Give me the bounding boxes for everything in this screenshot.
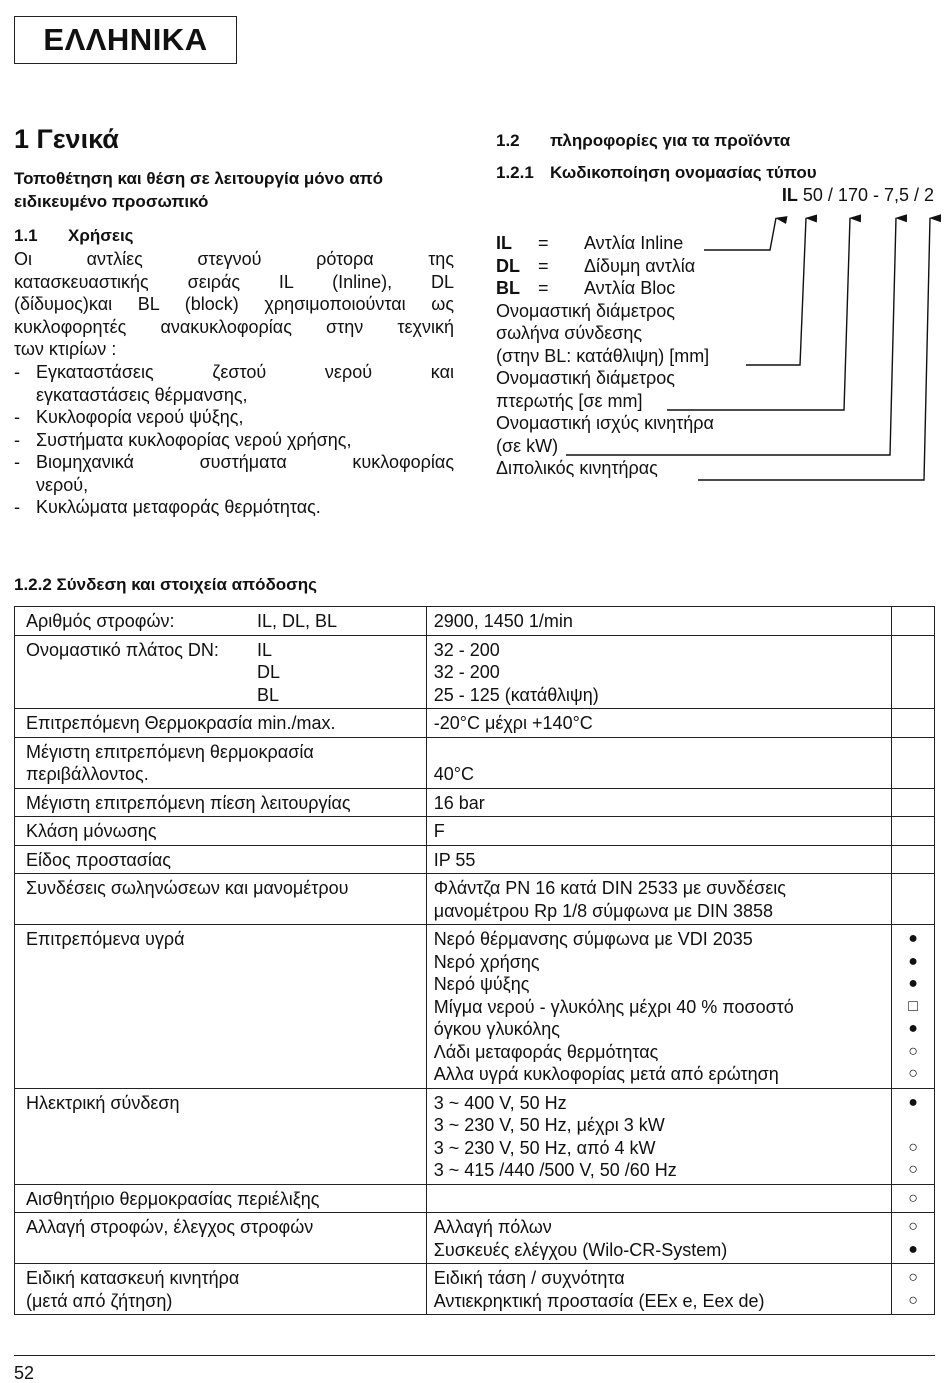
leader-poles <box>698 218 930 480</box>
list-item: - Βιομηχανικά συστήματα κυκλοφορίας νερού, <box>14 451 454 496</box>
spec-value: μανομέτρου Rp 1/8 σύμφωνα με DIN 3858 <box>433 900 774 921</box>
spec-value: όγκου γλυκόλης <box>433 1019 560 1039</box>
spec-symbol-cell <box>892 1264 935 1315</box>
spec-value: 25 - 125 (κατάθλιψη) <box>433 684 599 705</box>
open-square-icon: □ <box>908 997 918 1015</box>
open-circle-icon: ○ <box>908 1269 918 1286</box>
spec-symbol-cell <box>892 788 935 817</box>
section-1-2-heading: 1.2 πληροφορίες για τα προϊόντα <box>496 131 791 150</box>
section-1-2-2-heading: 1.2.2 Σύνδεση και στοιχεία απόδοσης <box>14 575 318 594</box>
symbol-blank <box>892 684 934 707</box>
open-circle-icon: ○ <box>908 1042 918 1060</box>
spec-label: Επιτρεπόμενα υγρά <box>26 929 185 949</box>
spec-symbol-cell <box>892 1088 935 1184</box>
legend-line: Διπολικός κινητήρας <box>496 458 658 478</box>
spec-value: Μίγμα νερού - γλυκόλης μέχρι 40 % ποσοστό <box>433 996 794 1017</box>
table-row <box>15 845 935 874</box>
spec-label: Μέγιστη επιτρεπόμενη θερμοκρασία <box>26 741 314 762</box>
symbol-blank <box>892 792 934 815</box>
filled-circle-icon: ● <box>908 975 918 992</box>
spec-value: 3 ~ 230 V, 50 Hz, μέχρι 3 kW <box>433 1115 665 1135</box>
spec-value: Φλάντζα PN 16 κατά DIN 2533 με συνδέσεις <box>433 878 786 898</box>
spec-label: Κλάση μόνωσης <box>26 821 157 841</box>
table-row <box>15 1184 935 1213</box>
spec-value-cell <box>426 1088 891 1184</box>
legend-line: σωλήνα σύνδεσης <box>496 323 643 343</box>
symbol-blank <box>892 1114 934 1137</box>
spec-value: Ειδική τάση / συχνότητα <box>433 1268 625 1288</box>
symbol-blank <box>892 849 934 872</box>
filled-circle-icon: ● <box>908 930 918 947</box>
table-row <box>15 737 935 788</box>
type-code: IL 50 / 170 - 7,5 / 2 <box>781 185 934 205</box>
spec-label-cell <box>15 874 427 925</box>
table-row <box>15 788 935 817</box>
spec-value: 3 ~ 400 V, 50 Hz <box>433 1092 567 1113</box>
spec-label-cell <box>15 817 427 846</box>
filled-circle-icon: ● <box>908 1093 918 1111</box>
spec-value: 16 bar <box>433 792 485 813</box>
spec-value-cell <box>426 874 891 925</box>
spec-label-cell <box>15 1184 427 1213</box>
spec-label: Μέγιστη επιτρεπόμενη πίεση λειτουργίας <box>26 792 351 813</box>
spec-value: Νερό θέρμανσης σύμφωνα με VDI 2035 <box>433 929 753 949</box>
spec-label-cell <box>15 1088 427 1184</box>
list-item: - Κυκλώματα μεταφοράς θερμότητας. <box>14 496 454 519</box>
section-1-subtitle: Τοποθέτηση και θέση σε λειτουργία μόνο από ειδικευμένο προσωπικό <box>14 169 384 211</box>
spec-label-cell <box>15 635 427 709</box>
open-circle-icon: ○ <box>908 1161 918 1178</box>
spec-label-variant: BL <box>257 684 280 705</box>
table-row <box>15 607 935 636</box>
symbol-blank <box>892 877 934 900</box>
spec-symbol-cell <box>892 845 935 874</box>
spec-label-cell <box>15 709 427 738</box>
spec-value <box>434 1188 881 1211</box>
table-row <box>15 635 935 709</box>
spec-label: Αριθμός στροφών: <box>26 611 175 631</box>
spec-symbol-cell <box>892 817 935 846</box>
spec-value: 3 ~ 230 V, 50 Hz, από 4 kW <box>433 1137 656 1158</box>
spec-value: 32 - 200 <box>433 662 500 682</box>
spec-value <box>434 741 881 764</box>
section-1-title: 1 Γενικά <box>14 124 119 154</box>
spec-symbol-cell <box>892 1213 935 1264</box>
uses-list <box>14 361 454 519</box>
filled-circle-icon: ● <box>908 1020 918 1037</box>
spec-value: Αλλαγή πόλων <box>433 1217 552 1237</box>
spec-value: Λάδι μεταφοράς θερμότητας <box>433 1041 659 1062</box>
spec-value: Συσκευές ελέγχου (Wilo-CR-System) <box>433 1239 728 1260</box>
spec-value: 32 - 200 <box>433 639 500 660</box>
spec-value: Νερό χρήσης <box>433 951 540 972</box>
table-row <box>15 817 935 846</box>
spec-label-variant: IL, DL, BL <box>257 611 338 631</box>
spec-value: Αλλα υγρά κυκλοφορίας μετά από ερώτηση <box>433 1064 779 1084</box>
page-number: 52 <box>14 1363 35 1383</box>
spec-value: 2900, 1450 1/min <box>433 611 573 631</box>
list-item: - Συστήματα κυκλοφορίας νερού χρήσης, <box>14 429 454 452</box>
spec-symbol-cell <box>892 709 935 738</box>
spec-value-cell <box>426 788 891 817</box>
table-row <box>15 1264 935 1315</box>
open-circle-icon: ○ <box>908 1218 918 1235</box>
legend-il: IL = Αντλία Inline <box>496 233 684 253</box>
spec-value: 3 ~ 415 /440 /500 V, 50 /60 Hz <box>433 1160 677 1180</box>
open-circle-icon: ○ <box>908 1189 918 1207</box>
spec-symbol-cell <box>892 635 935 709</box>
open-circle-icon: ○ <box>908 1138 918 1156</box>
list-item: - Εγκαταστάσεις ζεστού νερού και εγκαταστάσεις θέρμανσης, <box>14 361 454 406</box>
spec-label: (μετά από ζήτηση) <box>26 1290 173 1311</box>
spec-value: Αντιεκρηκτική προστασία (EEx e, Eex de) <box>433 1290 765 1311</box>
spec-value-cell <box>426 925 891 1089</box>
spec-value: -20°C μέχρι +140°C <box>433 713 593 733</box>
table-row <box>15 709 935 738</box>
spec-value-cell <box>426 737 891 788</box>
spec-label-cell <box>15 788 427 817</box>
footer-rule <box>14 1355 935 1356</box>
leader-impeller <box>667 218 850 410</box>
symbol-blank <box>892 610 934 633</box>
spec-label: Ονομαστικό πλάτος DN: <box>26 639 219 660</box>
filled-circle-icon: ● <box>908 1240 918 1258</box>
spec-value-cell <box>426 709 891 738</box>
spec-value-cell <box>426 845 891 874</box>
spec-symbol-cell <box>892 874 935 925</box>
table-row <box>15 1213 935 1264</box>
spec-symbol-cell <box>892 607 935 636</box>
spec-label-cell <box>15 607 427 636</box>
list-item: - Κυκλοφορία νερού ψύξης, <box>14 406 454 429</box>
symbol-blank <box>892 741 934 764</box>
spec-label-cell <box>15 925 427 1089</box>
spec-value-cell <box>426 1213 891 1264</box>
legend-line: Ονομαστική διάμετρος <box>496 300 675 321</box>
spec-label: Αλλαγή στροφών, έλεγχος στροφών <box>26 1217 314 1237</box>
symbol-blank <box>892 763 934 786</box>
symbol-blank <box>892 900 934 923</box>
symbol-blank <box>892 639 934 662</box>
legend-bl: BL = Αντλία Bloc <box>496 278 676 298</box>
spec-value-cell <box>426 1184 891 1213</box>
section-1-2-1-heading: 1.2.1 Κωδικοποίηση ονομασίας τύπου <box>496 163 817 182</box>
spec-label-variant: DL <box>257 662 281 682</box>
spec-label-variant: IL <box>257 639 273 660</box>
spec-label-cell <box>15 737 427 788</box>
symbol-blank <box>892 661 934 684</box>
symbol-blank <box>892 712 934 735</box>
spec-label-cell <box>15 845 427 874</box>
language-header: ΕΛΛΗΝΙΚΑ <box>14 16 237 64</box>
spec-value-cell <box>426 607 891 636</box>
spec-label: Ηλεκτρική σύνδεση <box>26 1092 180 1113</box>
spec-symbol-cell <box>892 925 935 1089</box>
spec-value: 40°C <box>433 764 474 784</box>
spec-value: F <box>433 821 445 841</box>
spec-value-cell <box>426 817 891 846</box>
spec-label: περιβάλλοντος. <box>26 764 149 784</box>
spec-label: Αισθητήριο θερμοκρασίας περιέλιξης <box>26 1188 320 1209</box>
spec-label: Επιτρεπόμενη Θερμοκρασία min./max. <box>26 713 336 733</box>
spec-symbol-cell <box>892 1184 935 1213</box>
spec-label-cell <box>15 1264 427 1315</box>
section-1-1-heading: 1.1 Χρήσεις <box>14 226 134 245</box>
section-1-1-paragraph: Οι αντλίες στεγνού ρότορα της κατασκευαστικής σειράς IL (Inline), DL (δίδυμος)και BL (block) χρησιμοποιούνται ως κυκλοφορητές ανακυκλοφορίας στην τεχνική των κτιρίων : <box>14 249 454 359</box>
legend-line: (σε kW) <box>496 435 559 456</box>
spec-label-cell <box>15 1213 427 1264</box>
spec-label: Είδος προστασίας <box>26 849 171 870</box>
filled-circle-icon: ● <box>908 952 918 970</box>
spec-value: IP 55 <box>433 849 476 870</box>
spec-label: Ειδική κατασκευή κινητήρα <box>26 1268 240 1288</box>
spec-value-cell <box>426 1264 891 1315</box>
legend-line: πτερωτής [σε mm] <box>496 390 643 411</box>
symbol-blank <box>892 820 934 843</box>
spec-value-cell <box>426 635 891 709</box>
table-row <box>15 874 935 925</box>
open-circle-icon: ○ <box>908 1065 918 1082</box>
table-row <box>15 925 935 1089</box>
table-row <box>15 1088 935 1184</box>
legend-line: Ονομαστική ισχύς κινητήρα <box>496 413 714 433</box>
spec-symbol-cell <box>892 737 935 788</box>
legend-line: (στην BL: κατάθλιψη) [mm] <box>496 345 710 366</box>
leader-dn <box>746 218 806 365</box>
spec-table <box>14 606 935 1315</box>
legend-dl: DL = Δίδυμη αντλία <box>496 255 696 276</box>
legend-line: Ονομαστική διάμετρος <box>496 368 675 388</box>
spec-value: Νερό ψύξης <box>433 974 530 994</box>
leader-il <box>704 218 776 250</box>
open-circle-icon: ○ <box>908 1291 918 1309</box>
spec-label: Συνδέσεις σωληνώσεων και μανομέτρου <box>26 878 349 898</box>
